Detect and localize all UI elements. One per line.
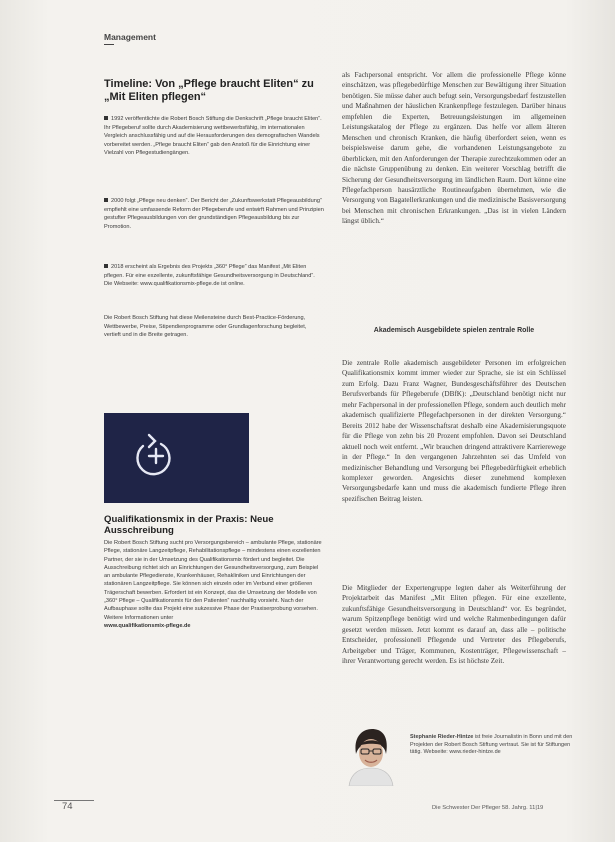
article-paragraph-2: Die zentrale Rolle akademisch ausgebildeter Personen im erfolgreichen Qualifikationsmix kommt immer wieder zur Sprache, sie ist ein Schlüssel zum Erfolg. Dazu Franz Wagner, Bundesgeschäftsführer des Deutschen Berufsverbands für Pflegeberufe (DBfK): „Deutschland benötigt nicht nur mehr Fachpersonal in der professionellen Pflege, sondern auch deutlich mehr akademisch qualifizierte Pflegefachpersonen in der direkten Versorgung.“ Bereits 2012 habe der Wissenschaftsrat deshalb eine Akademisierungsquote für die Pflege von zehn bis 20 Prozent empfohlen. Davon sei Deutschland aktuell noch weit entfernt. „Wir brauchen dringend attraktivere Karrierewege in der Pflege.“ In den vergangenen Jahrzehnten sei das Umfeld von medizinischer Behandlung und Versorgung bei Pflegebedürftigkeit erheblich komplexer geworden. Angesichts dieser zunehmend komplexen Versorgungsbedarfe kann und muss die akademisch fundierte Pflege ihren spezifischen Beitrag leisten. [342, 359, 566, 503]
timeline-text-2018: 2018 erscheint als Ergebnis des Projekts „360° Pflege“ das Manifest „Mit Eliten pflegen. Für eine exzellente, zukunftsfähige Gesundheitsversorgung in Deutschland“. Die Webseite: www.qualifikationsmix-pflege.de ist online. [104, 264, 315, 288]
bullet-square-icon [104, 198, 108, 202]
timeline-heading: Timeline: Von „Pflege braucht Eliten“ zu „Mit Eliten pflegen“ [104, 78, 314, 103]
footer-rule [54, 800, 94, 801]
author-photo [343, 726, 399, 786]
timeline-text-1992: 1992 veröffentlichte die Robert Bosch Stiftung die Denkschrift „Pflege braucht Eliten“. Ihr Pflegeberuf sollte durch Akademisierung wettbewerbsfähig, im internationalen Vergleich anschlussfähig und auf die Herausforderungen des demografischen Wandels vorbereitet werden. „Pflege braucht Eliten“ gab den Anstoß für die Einrichtung einer Vielzahl von Pflegestudiengängen. [104, 116, 322, 157]
article-paragraph-1: als Fachpersonal entspricht. Vor allem die professionelle Pflege könne einschätzen, was pflegebedürftige Menschen zur Bewältigung ihrer Situation benötigen. Sie müsse daher auch befugt sein, Versorgungsbedarf festzustellen und Maßnahmen der häuslichen Krankenpflege festzulegen. Darüber hinaus empfehlen die Experten, Betreuungsleistungen im allgemeinen Leistungskatalog der Pflege zu ergänzen. Das helfe vor allem älteren Menschen und chronisch Kranken, die häufig überfordert seien, wenn es beispielsweise darum gehe, die vorhandenen Leistungsangebote zu überblicken, mit den Anforderungen der Therapie zurechtzukommen oder an die nächste Gruppenübung zu denken. Ein weiterer Vorschlag betrifft die Sicherung der Gesundheitsversorgung im ländlichen Raum. Dort könne eine Pflegefachperson hausärztliche Routineaufgaben übernehmen, wie die Versorgung von Bagatellerkrankungen und die medizinische Basisversorgung bei Menschen mit chronischen Erkrankungen. „Das ist in vielen Ländern längst üblich.“ [342, 71, 566, 226]
bullet-square-icon [104, 264, 108, 268]
publication-footer: Die Schwester Der Pfleger 58. Jahrg. 11|19 [432, 805, 544, 811]
timeline-item-2000 [104, 197, 324, 231]
qualification-mix-link[interactable]: www.qualifikationsmix-pflege.de [104, 622, 191, 629]
timeline-item-1992 [104, 115, 324, 158]
header-rule [104, 44, 114, 45]
page-number: 74 [62, 801, 73, 812]
section-label: Management [104, 32, 156, 42]
milestones-paragraph: Die Robert Bosch Stiftung hat diese Meilensteine durch Best-Practice-Förderung, Wettbewerbe, Preise, Stipendienprogramme oder Grundlagenforschung begleitet, vertieft und in die Breite getragen. [104, 315, 307, 339]
article-subheading: Akademisch Ausgebildete spielen zentrale Rolle [373, 327, 535, 334]
article-paragraph-3: Die Mitglieder der Expertengruppe legten daher als Weiterführung der Projektarbeit das Manifest „Mit Eliten pflegen. Für eine exzellente, zukunftsfähige Gesundheitsversorgung in Deutschland“ vor. Es begründet, warum Spitzenpflege benötigt wird und welche Rahmenbedingungen dafür gesetzt werden müssen. Jetzt kommt es darauf an, dass alle – politische Entscheider, professionell Pflegende und Vertreter des Pflegeberufs, Arbeitgeber und Träger, Kommunen, Kostenträger, Pflegewissenschaft – ihrer Verantwortung gerecht werden. Es ist höchste Zeit. [342, 584, 566, 666]
qualification-mix-text [104, 539, 324, 630]
qualification-mix-body: Die Robert Bosch Stiftung sucht pro Versorgungsbereich – ambulante Pflege, stationäre Pflege, stationäre Langzeitpflege, Rehabilitationspflege – mindestens einen exzellenten Partner, der sie in der Umsetzung des Qualifikationsmix fördert und begleitet. Die Ausschreibung richtet sich an Einrichtungen der Gesundheitsversorgung, zum Beispiel an ambulante Pflegedienste, Krankenhäuser, Rehakliniken und Einrichtungen der stationären Langzeitpflege. Sie können sich einzeln oder im Verbund einer größeren Trägerschaft bewerben. Erfordert ist ein Konzept, das die Umsetzung der Modelle von „360° Pflege – Qualifikationsmix für den Patienten“ nachhaltig vorsieht. Nach der Aufbauphase sollte das Projekt eine sukzessive Phase der Praxiserprobung vorsehen. Weitere Informationen unter [104, 540, 322, 621]
timeline-item-2018 [104, 263, 324, 289]
author-portrait-icon [343, 726, 399, 786]
qualification-mix-heading: Qualifikationsmix in der Praxis: Neue Ausschreibung [104, 514, 274, 536]
author-name: Stephanie Rieder-Hintze [410, 734, 474, 740]
bullet-square-icon [104, 116, 108, 120]
qualification-mix-graphic [104, 413, 249, 503]
author-bio-text: ist freie Journalistin in Bonn und mit den Projekten der Robert Bosch Stiftung vertraut. Sie ist für Stiftungen tätig. Webseite: www.rieder-hintze.de [410, 734, 573, 756]
author-bio [410, 734, 580, 757]
timeline-text-2000: 2000 folgt „Pflege neu denken“. Der Bericht der „Zukunftswerkstatt Pflegeausbildung“ empfiehlt eine umfassende Reform der Pflegeberufe und entwirft Rahmen und Prinzipien gestufter Pflegeausbildungen von der grundständigen Pflegeausbildung bis zur Promotion. [104, 198, 324, 230]
plus-circle-arrows-icon [104, 413, 249, 503]
